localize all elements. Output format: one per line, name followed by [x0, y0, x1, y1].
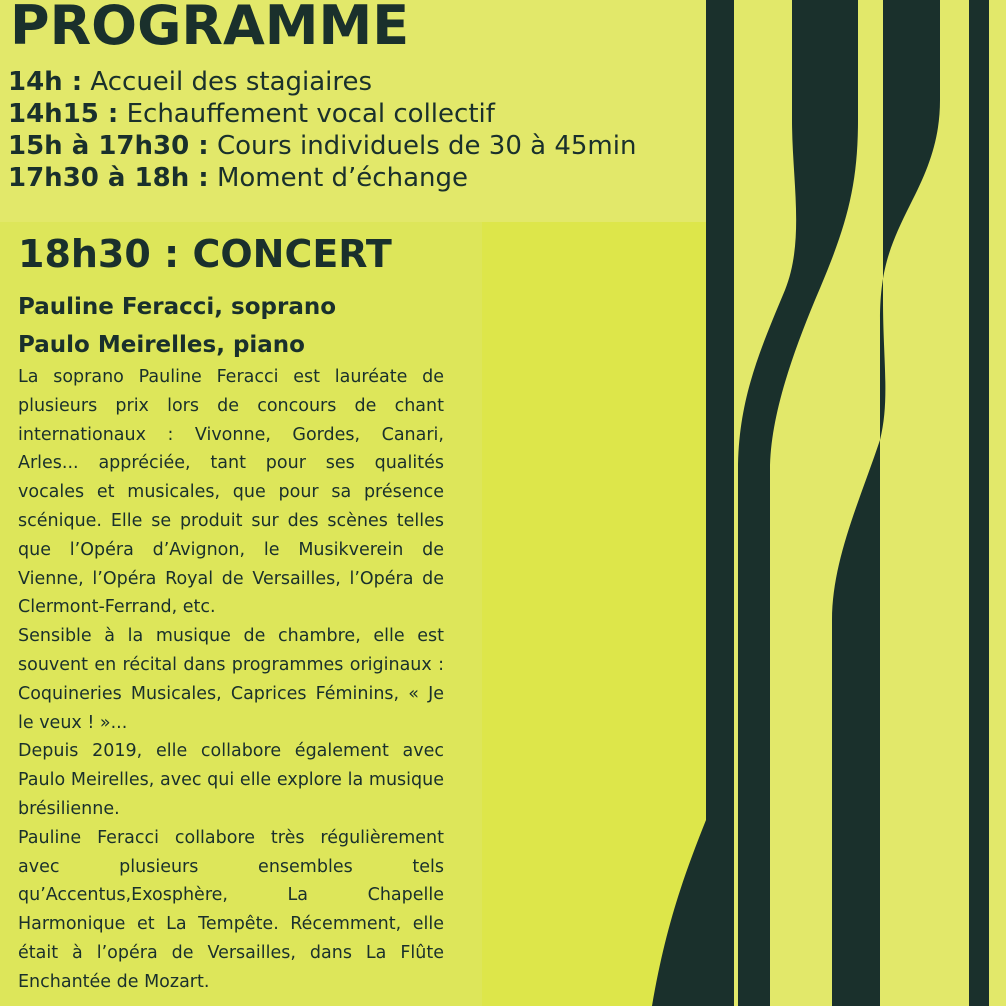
schedule-item: [8, 162, 636, 194]
schedule-item: [8, 130, 636, 162]
concert-bio: [18, 363, 444, 997]
schedule-time: 17h30 à 18h :: [8, 163, 209, 193]
concert-title: 18h30 : CONCERT: [18, 232, 392, 276]
stripe-4: [969, 0, 989, 1006]
schedule-activity: Moment d’échange: [216, 163, 468, 193]
schedule-list: [8, 66, 636, 194]
bio-paragraph: La soprano Pauline Feracci est lauréate de plusieurs prix lors de concours de chant internationaux : Vivonne, Gordes, Canari, Arles... appréciée, tant pour ses qualités vocales et musicales, que pour sa présence scénique. Elle se produit sur des scènes telles que l’Opéra d’Avignon, le Musikverein de Vienne, l’Opéra Royal de Versailles, l’Opéra de Clermont-Ferrand, etc.: [18, 367, 444, 618]
page-title: PROGRAMME: [10, 0, 410, 57]
schedule-activity: Echauffement vocal collectif: [126, 99, 495, 129]
schedule-time: 14h15 :: [8, 99, 119, 129]
bio-paragraph: Sensible à la musique de chambre, elle est souvent en récital dans programmes originaux : Coquineries Musicales, Caprices Féminins, « Je le veux ! »...: [18, 626, 444, 733]
schedule-time: 14h :: [8, 67, 83, 97]
schedule-item: [8, 66, 636, 98]
bio-paragraph: Pauline Feracci collabore très régulièrement avec plusieurs ensembles tels qu’Accentus,Exosphère, La Chapelle Harmonique et La Tempête. Récemment, elle était à l’opéra de Versailles, dans La Flûte Enchantée de Mozart.: [18, 827, 444, 992]
schedule-time: 15h à 17h30 :: [8, 131, 209, 161]
bio-paragraph: Depuis 2019, elle collabore également avec Paulo Meirelles, avec qui elle explore la musique brésilienne.: [18, 741, 444, 819]
stripe-1: [652, 0, 734, 1006]
performer-soprano: Pauline Feracci, soprano: [18, 294, 337, 320]
performers-list: [18, 288, 336, 364]
schedule-activity: Accueil des stagiaires: [90, 67, 373, 97]
schedule-item: [8, 98, 636, 130]
schedule-activity: Cours individuels de 30 à 45min: [216, 131, 637, 161]
performer-piano: Paulo Meirelles, piano: [18, 332, 305, 358]
